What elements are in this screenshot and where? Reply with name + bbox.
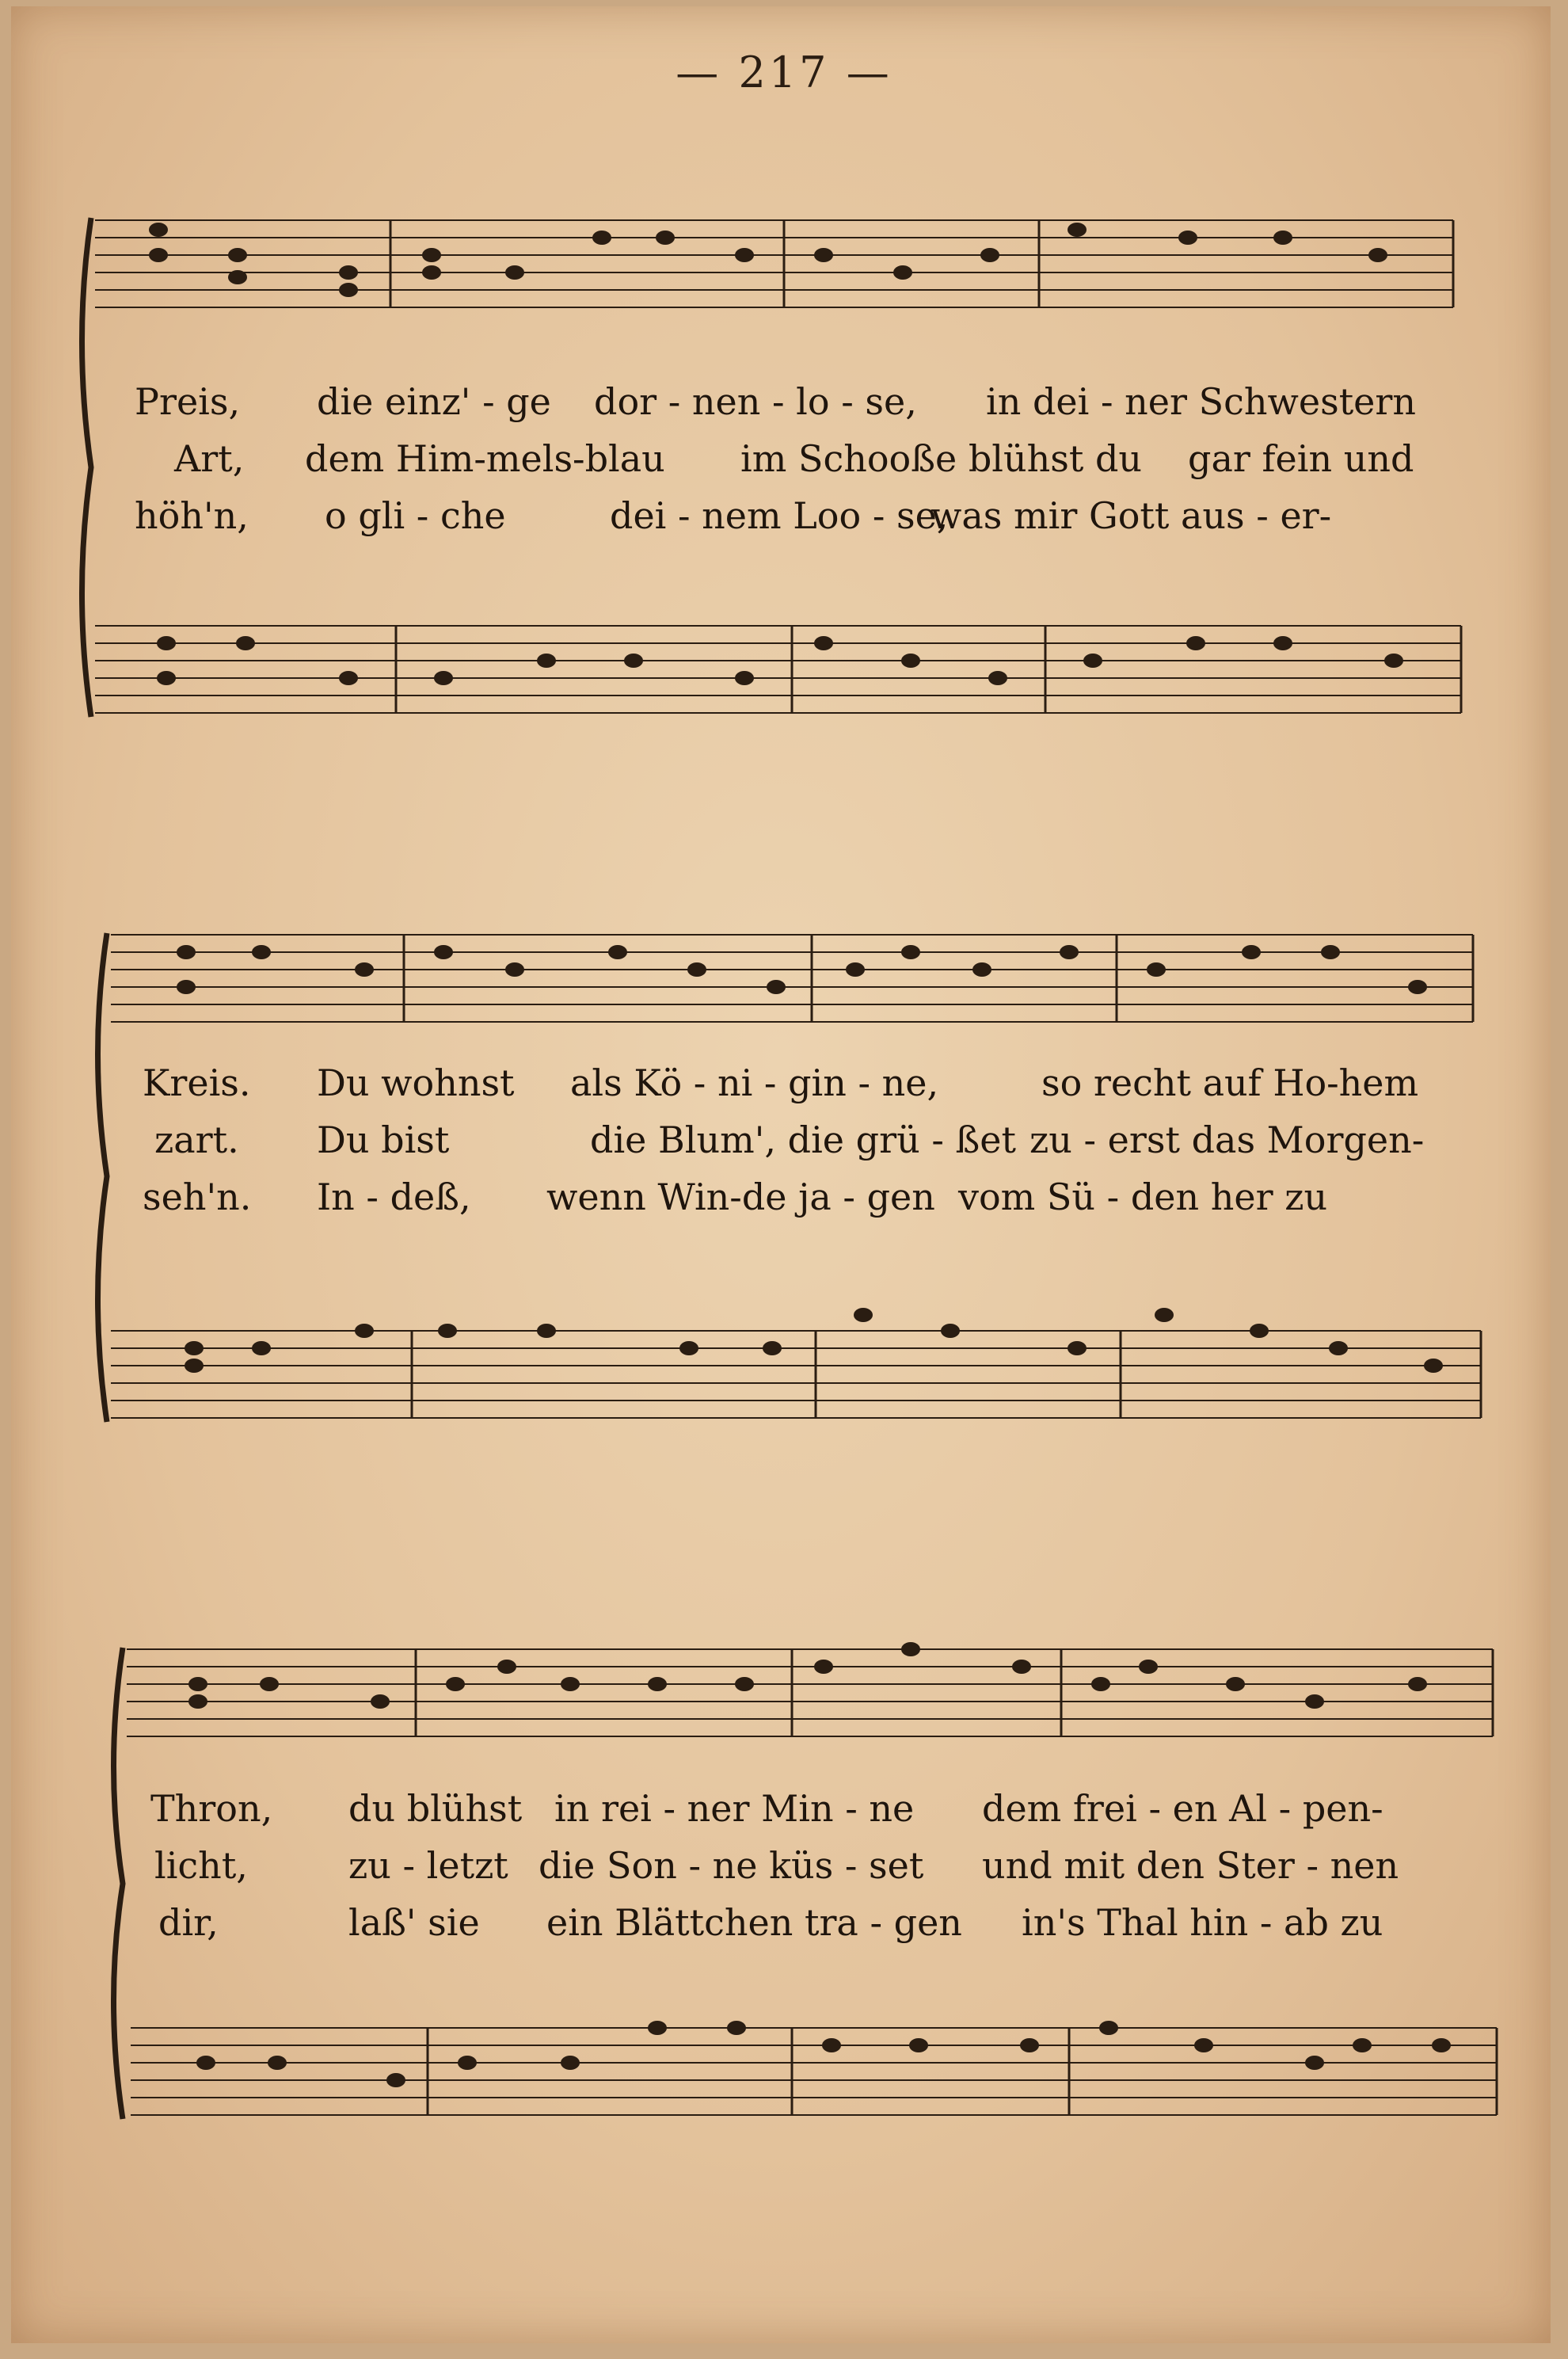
lyric-fragment: wenn Win-de ja - gen — [546, 1176, 935, 1218]
lyric-fragment: was mir Gott aus - er- — [931, 494, 1332, 537]
lyric-fragment: dir, — [158, 1901, 219, 1944]
lyric-fragment: dem Him-mels-blau — [305, 437, 665, 480]
lyric-fragment: seh'n. — [143, 1176, 252, 1218]
lyric-fragment: in dei - ner Schwestern — [986, 380, 1417, 423]
lyric-line-7 — [0, 1787, 1568, 1835]
lyric-fragment: die einz' - ge — [317, 380, 551, 423]
lyric-fragment: und mit den Ster - nen — [982, 1844, 1399, 1887]
lyric-fragment: licht, — [154, 1844, 248, 1887]
lyric-fragment: als Kö - ni - gin - ne, — [570, 1061, 939, 1104]
lyric-fragment: In - deß, — [317, 1176, 471, 1218]
page-number: — 217 — — [676, 48, 892, 97]
lyric-fragment: zu - letzt — [348, 1844, 508, 1887]
lyric-line-9 — [0, 1901, 1568, 1949]
lyric-fragment: in's Thal hin - ab zu — [1022, 1901, 1383, 1944]
lyric-fragment: du blühst — [348, 1787, 523, 1830]
lyric-fragment: Preis, — [135, 380, 241, 423]
lyric-fragment: Thron, — [150, 1787, 273, 1830]
lyric-fragment: Kreis. — [143, 1061, 251, 1104]
lyric-fragment: dor - nen - lo - se, — [594, 380, 917, 423]
lyric-fragment: die Blum', die grü - ßet — [590, 1119, 1016, 1161]
lyric-fragment: dei - nem Loo - se, — [610, 494, 949, 537]
lyric-fragment: Du bist — [317, 1119, 450, 1161]
lyric-fragment: Art, — [174, 437, 245, 480]
lyric-fragment: zu - erst das Morgen- — [1029, 1119, 1425, 1161]
lyric-fragment: Du wohnst — [317, 1061, 515, 1104]
lyric-fragment: in rei - ner Min - ne — [554, 1787, 915, 1830]
lyric-fragment: im Schooße blühst du — [740, 437, 1143, 480]
lyric-line-8 — [0, 1844, 1568, 1892]
lyric-fragment: so recht auf Ho-hem — [1041, 1061, 1419, 1104]
lyric-fragment: ein Blättchen tra - gen — [546, 1901, 962, 1944]
lyric-fragment: o gli - che — [325, 494, 506, 537]
lyric-fragment: höh'n, — [135, 494, 249, 537]
lyric-fragment: dem frei - en Al - pen- — [982, 1787, 1383, 1830]
lyric-fragment: laß' sie — [348, 1901, 480, 1944]
lyric-fragment: zart. — [154, 1119, 239, 1161]
lyric-fragment: die Son - ne küs - set — [539, 1844, 924, 1887]
lyric-fragment: gar fein und — [1188, 437, 1414, 480]
lyric-fragment: vom Sü - den her zu — [958, 1176, 1328, 1218]
